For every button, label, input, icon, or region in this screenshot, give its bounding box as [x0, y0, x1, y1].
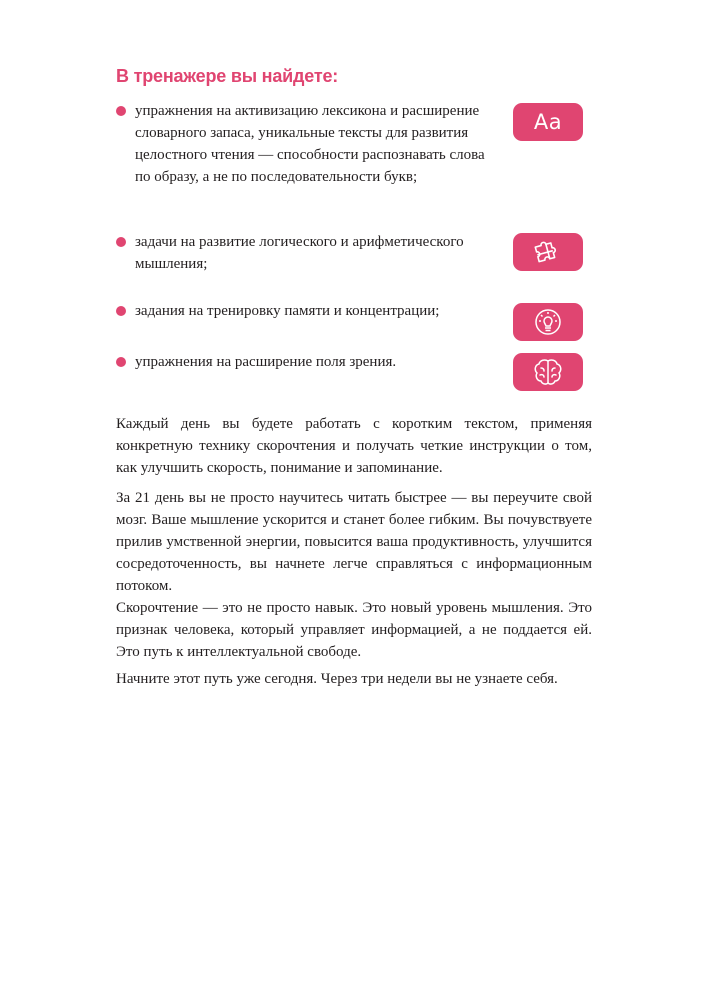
body-paragraph: Скорочтение — это не просто навык. Это новый уровень мышления. Это признак человека, который управляет информацией, а не поддается ей. Это путь к интеллектуальной свободе.: [116, 600, 592, 660]
bullet-text: задания на тренировку памяти и концентрации;: [135, 303, 440, 319]
bullet-item: [116, 351, 586, 391]
bullet-item: [116, 100, 586, 210]
bullet-item: [116, 231, 586, 277]
section-heading: В тренажере вы найдете:: [116, 66, 339, 86]
body-paragraph: Каждый день вы будете работать с коротким текстом, применяя конкретную технику скорочтения и получать четкие инструкции о том, как улучшить скорость, понимание и запоминание.: [116, 416, 592, 476]
bullet-dot: [116, 106, 126, 116]
bullet-text: упражнения на расширение поля зрения.: [135, 354, 397, 370]
body-paragraph: Начните этот путь уже сегодня. Через три недели вы не узнаете себя.: [116, 671, 558, 687]
icon-letters: Aa: [533, 110, 563, 134]
bullet-dot: [116, 237, 126, 247]
bullet-dot: [116, 357, 126, 367]
brain-icon: [513, 353, 583, 391]
puzzle-icon: [513, 233, 583, 271]
bullet-text: упражнения на активизацию лексикона и расширение словарного запаса, уникальные тексты для развития целостного чтения — способности распознавать слова по образу, а не по последовательности букв;: [135, 103, 485, 185]
lightbulb-head-icon: [513, 303, 583, 341]
letters-aa-icon: [513, 103, 583, 141]
bullet-item: [116, 300, 586, 330]
body-paragraph: За 21 день вы не просто научитесь читать быстрее — вы переучите свой мозг. Ваше мышление ускорится и станет более гибким. Вы почувствуете прилив умственной энергии, повысится ваша продуктивность, улучшится сосредоточенность, вы начнете легче справляться с информационным потоком.: [116, 490, 592, 594]
bullet-text: задачи на развитие логического и арифметического мышления;: [135, 234, 464, 272]
bullet-dot: [116, 306, 126, 316]
